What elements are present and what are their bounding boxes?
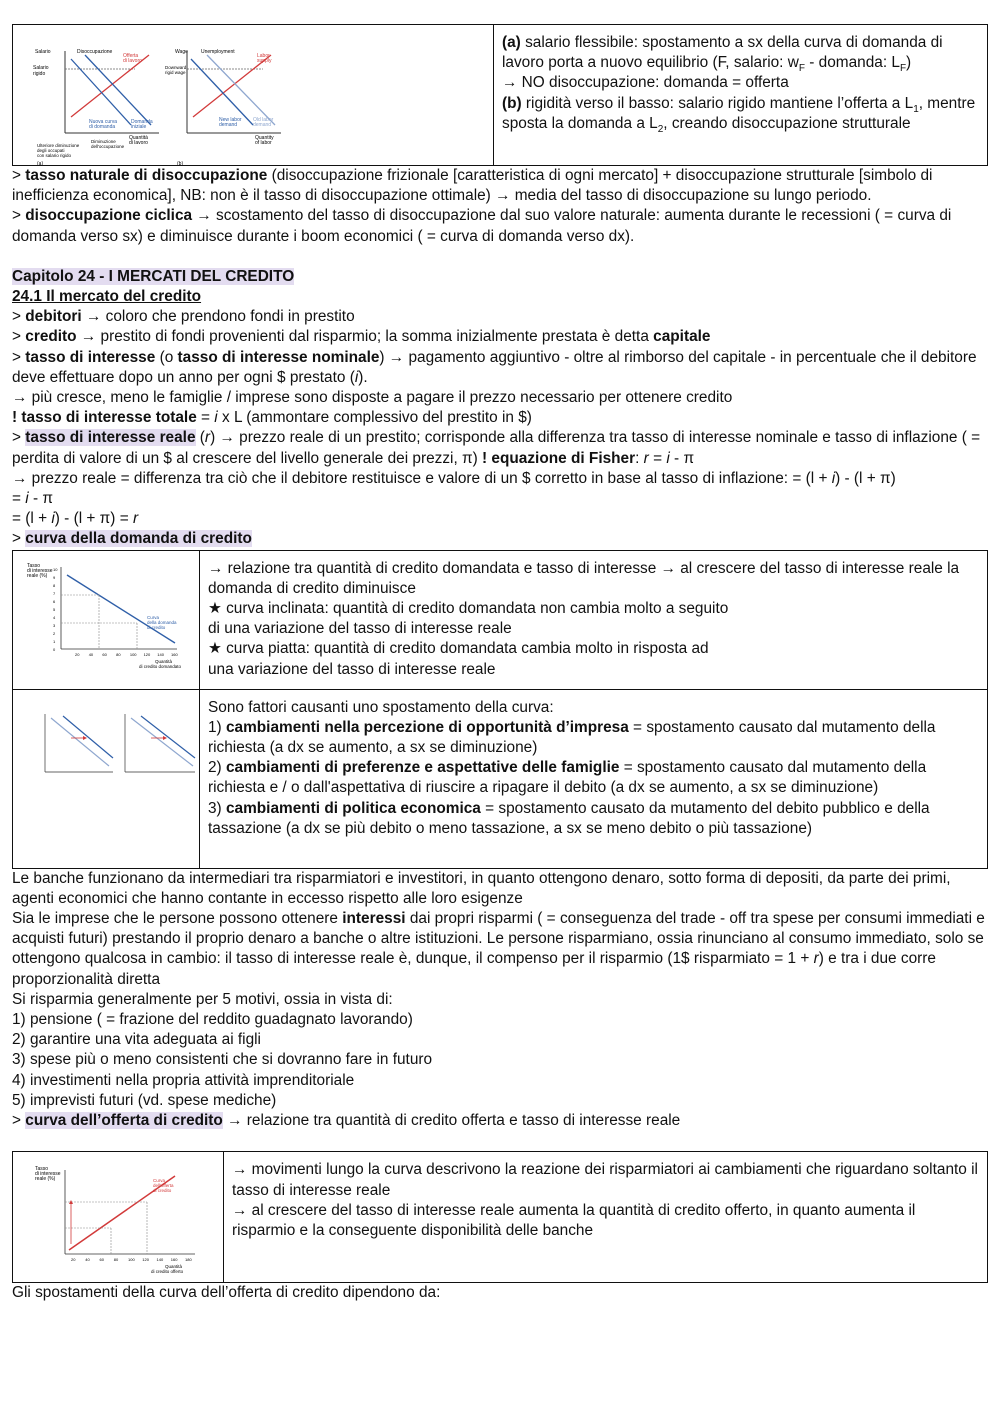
sc-xticks-label: 40 (85, 1257, 90, 1263)
fig-a-note1: Ulteriore diminuzione (37, 143, 80, 148)
demand-curve-diagram (27, 561, 197, 671)
equation-line-3 (12, 509, 988, 529)
fig-a-ylabel: Salario (35, 49, 51, 55)
dc-yticks-label: 6 (53, 598, 56, 604)
sc-xticks-label: 120 (142, 1257, 149, 1263)
demand-curve-figure-cell (13, 550, 200, 689)
f3-pre: 3) (208, 799, 226, 817)
sc-xticks-label: 20 (71, 1257, 76, 1263)
supply-curve-text-cell (224, 1152, 988, 1283)
chapter-title: Capitolo 24 - I MERCATI DEL CREDITO (12, 267, 295, 285)
fisher-colon: : (635, 449, 644, 467)
labor-market-table (12, 24, 988, 166)
labor-market-diagram (31, 45, 291, 165)
case-a-text1: salario flessibile: spostamento a sx della curva di domanda di lavoro porta a nuovo equilibrio (F, salario: w (502, 34, 943, 72)
tr-rest: ) → prezzo reale di un prestito; corrisponde alla differenza tra tasso di interesse nominale e tasso di inflazione ( = perdita di valore di un $ al crescere del livello generale dei prezzi, π) (12, 429, 981, 467)
dc-line1: → relazione tra quantità di credito domandata e tasso di interesse → al crescere del tasso di interesse reale la domanda di credito diminuisce (208, 559, 960, 597)
f2-term: cambiamenti di preferenze e aspettative delle famiglie (225, 759, 620, 777)
shift-factor-2 (208, 758, 979, 798)
fisher-eq: = (648, 449, 667, 467)
fig-a-ylabel2: Salario (33, 65, 49, 71)
pr1-symbol: i (831, 469, 836, 487)
interesse-totale-line (12, 408, 988, 428)
dc-xticks-label: 120 (143, 651, 151, 657)
fig-b-rigid: Downward (165, 65, 187, 70)
supply-curve-figure-cell (13, 1152, 224, 1283)
labor-text-cell (494, 25, 988, 166)
case-b-sub1: 1 (913, 103, 919, 115)
curva-domanda-line (12, 529, 988, 549)
last-line: Gli spostamenti della curva dell’offerta di credito dipendono da: (12, 1284, 441, 1302)
fig-b-supply-curve (193, 55, 271, 117)
pr2-pre: = (12, 490, 26, 508)
dc-yticks-label: 8 (53, 582, 56, 588)
case-b-text1: rigidità verso il basso: salario rigido mantiene l’offerta a L (521, 94, 914, 112)
fig-b-old-demand-label2: demand (253, 122, 272, 128)
fig-a-xlabel: Quantità (129, 135, 148, 141)
debitori-pre: > (12, 308, 26, 326)
fig-b-xlabel: Quantity (255, 135, 274, 141)
case-b-sub2: 2 (657, 123, 664, 135)
ti-pre: > (12, 348, 26, 366)
credito-rest: → prestito di fondi provenienti dal risparmio; la somma inizialmente prestata è detta (76, 328, 654, 346)
sc-xticks-label: 100 (128, 1257, 135, 1263)
interest-paragraph (12, 909, 988, 990)
sc-xticks-label: 180 (185, 1257, 192, 1263)
f2-rest: = spostamento causato dal mutamento della richiesta e / o dall'aspettativa di riuscire a ripagare il debito (a dx se aumento, a sx se diminuzione) (208, 759, 927, 797)
f3-term: cambiamenti di politica economica (225, 799, 481, 817)
sc-xticks-label: 140 (156, 1257, 164, 1263)
debitori-term: debitori (25, 308, 82, 326)
shift-factor-1 (208, 718, 979, 758)
fig-a-xlabel2: di lavoro (129, 140, 148, 146)
dc-curve-label2: della domanda (147, 619, 177, 625)
co-pre: > (12, 1112, 26, 1130)
case-b-text (502, 94, 979, 134)
supply-curve-diagram (35, 1164, 205, 1276)
piu-cresce-line: → più cresce, meno le famiglie / imprese sono disposte a pagare il prezzo necessario per ottenere credito (12, 389, 733, 407)
pr3-mid: ) - (l + π) = (54, 510, 133, 528)
dc-xticks-label: 40 (88, 651, 94, 657)
ti-end: ). (358, 368, 368, 386)
case-a-text (502, 33, 979, 73)
tr-term: tasso di interesse reale (25, 429, 196, 447)
dc-ylabel1: Tasso (27, 562, 41, 569)
pr2-end: - π (28, 490, 53, 508)
tasso-interesse-line (12, 348, 988, 388)
fig-a-supply-curve (71, 55, 149, 117)
dc-line5: una variazione del tasso di interesse reale (208, 660, 496, 678)
sc-line2: → al crescere del tasso di interesse reale aumenta la quantità di credito offerto, in quanto aumenta il risparmio e la conseguente disponibilità delle banche (232, 1201, 916, 1239)
dc-xlabel2: di credito domandato (139, 663, 182, 669)
dc-xticks-label: 20 (75, 651, 80, 657)
motivo-1: 1) pensione ( = frazione del reddito guadagnato lavorando) (12, 1011, 413, 1029)
pr2-symbol: i (25, 490, 29, 508)
dc-yticks-label: 5 (53, 606, 56, 612)
fig-b-old-demand-label: Old labor (253, 117, 274, 123)
dc-yticks-label: 9 (53, 574, 56, 580)
pr3-symbol: i (51, 510, 55, 528)
fig-b-old-demand-curve (207, 55, 275, 125)
sc-xlabel2: di credito offerto (151, 1269, 184, 1275)
tr-pre: > (12, 429, 26, 447)
fig-a-new-demand-label: Nuova curva (89, 119, 118, 125)
p2-rest: → scostamento del tasso di disoccupazione dal suo valore naturale: aumenta durante le recessioni ( = curva di domanda verso sx) e diminuisce durante i boom economici ( = curva di domanda verso dx). (12, 207, 952, 245)
section-title: 24.1 Il mercato del credito (12, 288, 202, 306)
credito-term: credito (25, 328, 77, 346)
demand-shift-diagram (29, 708, 199, 788)
sc-ylabel3: reale (%) (35, 1176, 56, 1183)
credit-supply-table (12, 1151, 988, 1283)
dc-yticks-label: 2 (53, 630, 56, 636)
dc-xticks-label: 80 (116, 651, 121, 657)
case-b-text2: , mentre sposta la domanda a L (502, 94, 976, 132)
fisher-r: r (643, 449, 649, 467)
fig-a-demand-label: Domanda (131, 119, 153, 125)
tot-term: ! tasso di interesse totale (12, 409, 197, 427)
sc-xticks-label: 160 (170, 1257, 178, 1263)
p4-r: r (813, 950, 819, 968)
fisher-term: ! equazione di Fisher (482, 449, 636, 467)
shift-b-old-curve (131, 718, 193, 766)
p4-term: interessi (342, 910, 406, 928)
dc-yticks-label: 10 (53, 566, 58, 572)
shift-intro: Sono fattori causanti uno spostamento della curva: (208, 698, 554, 716)
debitori-rest: → coloro che prendono fondi in prestito (81, 308, 355, 326)
pr3-pre: = (l + (12, 510, 52, 528)
shift-factor-3 (208, 799, 979, 839)
shift-a-old-curve (51, 718, 109, 766)
fisher-i: i (666, 449, 670, 467)
dc-line4: ★ curva piatta: quantità di credito domandata cambia molto in risposta ad (208, 640, 709, 658)
tot-symbol: i (214, 409, 218, 427)
motivo-4: 4) investimenti nella propria attività imprenditoriale (12, 1071, 355, 1089)
shift-a-new-curve (63, 716, 113, 758)
fig-a-ylabel3: rigido (33, 71, 46, 77)
demand-curve-text-cell (200, 550, 988, 689)
sc-curve-label1: Curva (153, 1178, 166, 1184)
ti-term2: tasso di interesse nominale (177, 348, 380, 366)
dc-xticks-label: 60 (102, 651, 107, 657)
shift-figure-cell (13, 689, 200, 868)
shift-b-new-curve (141, 716, 195, 758)
tr-mid: ( (195, 429, 205, 447)
f1-term: cambiamenti nella percezione di opportunità d’impresa (225, 718, 629, 736)
fig-a-demand-curve (85, 55, 151, 125)
ti-symbol: i (354, 368, 359, 386)
cyclical-unemployment-paragraph (12, 206, 988, 246)
case-a-text2: - domanda: L (804, 54, 900, 72)
dc-xticks-label: 140 (157, 651, 164, 657)
f1-pre: 1) (208, 718, 226, 736)
fig-a-tag: (a) (37, 161, 44, 165)
motivo-3: 3) spese più o meno consistenti che si dovranno fare in futuro (12, 1051, 433, 1069)
labor-figure-cell (13, 25, 494, 166)
ti-term: tasso di interesse (25, 348, 156, 366)
fig-b-supply-label: Labor (257, 53, 270, 59)
dc-curve-label1: Curva (147, 614, 160, 620)
fig-b-supply-label2: supply (257, 58, 272, 64)
fig-b-tag: (b) (177, 161, 184, 165)
fig-b-new-demand-label2: demand (219, 122, 238, 128)
dc-yticks-label: 0 (53, 646, 56, 652)
dc-line3: di una variazione del tasso di interesse reale (208, 620, 512, 638)
p4-a: Sia le imprese che le persone possono ottenere (12, 910, 343, 928)
co-rest: → relazione tra quantità di credito offerta e tasso di interesse reale (222, 1112, 681, 1130)
fig-b-new-demand-label: New labor (219, 117, 242, 123)
equation-line-2 (12, 489, 988, 509)
cd-term: curva della domanda di credito (25, 530, 252, 548)
tr-symbol: r (204, 429, 211, 447)
fig-a-demand-label2: iniziale (131, 124, 147, 130)
dc-yticks-label: 7 (53, 590, 56, 596)
fig-b-rigid2: rigid wage (165, 70, 186, 75)
capitale-term: capitale (653, 328, 711, 346)
dc-ylabel2: di interesse (27, 567, 53, 574)
p2-term: disoccupazione ciclica (25, 207, 193, 225)
pr1-end: ) - (l + π) (835, 469, 896, 487)
fig-a-note3: con salario rigido (37, 153, 72, 158)
case-a-conclusion: → NO disoccupazione: domanda = offerta (502, 74, 789, 92)
p4-d: ) e tra i due corre proporzionalità diretta (12, 950, 936, 988)
co-term: curva dell’offerta di credito (25, 1112, 223, 1130)
p1-term: tasso naturale di disoccupazione (25, 167, 268, 184)
case-a-text3: ) (906, 54, 912, 72)
sc-curve-label2: dell'offerta (153, 1183, 174, 1189)
banks-paragraph: Le banche funzionano da intermediari tra risparmiatori e investitori, in quanto ottengono denaro, sotto forma di depositi, da parte dei primi, agenti economici che hanno contante in eccesso rispetto alle loro esigenze (12, 869, 951, 907)
dc-line2: ★ curva inclinata: quantità di credito domandata non cambia molto a seguito (208, 600, 729, 618)
dc-yticks-label: 3 (53, 622, 56, 628)
motivo-2: 2) garantire una vita adeguata ai figli (12, 1031, 261, 1049)
sc-xticks-label: 60 (99, 1257, 104, 1263)
fig-a-supply-label2: di lavoro (123, 58, 142, 64)
sc-ylabel2: di interesse (35, 1171, 61, 1178)
pr1-text: → prezzo reale = differenza tra ciò che il debitore restituisce e valore di un $ corretto in base al tasso di inflazione: = (l + (12, 469, 832, 487)
dc-ylabel3: reale (%) (27, 572, 48, 579)
case-a-sub1: F (798, 63, 805, 75)
sc-xticks-label: 80 (113, 1257, 119, 1263)
natural-unemployment-paragraph (12, 166, 988, 206)
dc-xlabel1: Quantità (155, 658, 173, 664)
fig-a-note2: degli occupati (37, 148, 65, 153)
case-a-label: (a) (502, 34, 521, 51)
case-b-label: (b) (502, 94, 522, 112)
p1-rest: (disoccupazione frizionale [caratteristica di ogni mercato] + disoccupazione strutturale [simbolo di inefficienza economica], NB: non è il tasso di disoccupazione ottimale) → media del tasso di disoccupazione su lungo periodo. (12, 167, 933, 205)
shift-factors-text-cell (200, 689, 988, 868)
p1-pre: > (12, 167, 26, 184)
dc-demand-curve (67, 575, 175, 643)
case-a-sub2: F (899, 63, 907, 75)
sc-curve-label3: di credito (153, 1188, 172, 1194)
case-b-text3: , creando disoccupazione strutturale (663, 114, 911, 132)
f2-pre: 2) (208, 759, 226, 777)
ti-rest: ) → pagamento aggiuntivo - oltre al rimborso del capitale - in percentuale che il debitore deve effettuare dopo un anno per ogni $ prestato ( (12, 348, 977, 386)
p2-pre: > (12, 207, 26, 225)
sc-xlabel1: Quantità (165, 1264, 183, 1270)
dc-curve-label3: di credito (147, 624, 166, 630)
motivo-5: 5) imprevisti futuri (vd. spese mediche) (12, 1091, 277, 1109)
fig-b-ylabel: Wage (175, 49, 188, 55)
sc-ylabel1: Tasso (35, 1166, 49, 1173)
p4-c: dai propri risparmi ( = conseguenza del trade - off tra spese per consumi immediati e acquisti futuri) prestando il proprio denaro a banche o altre istituzioni. Le persone risparmiano, ossia rinunciano al consumo immediato, solo se ottengono qualcosa in cambio: il tasso di interesse reale è, dunque, il compenso per il risparmio (1$ risparmiato = 1 + (12, 910, 985, 968)
debitori-line (12, 307, 988, 327)
credit-demand-table (12, 550, 988, 869)
dc-xticks-label: 160 (171, 651, 178, 657)
fig-a-new-demand-label2: di domanda (89, 124, 116, 130)
f3-rest: = spostamento causato da mutamento del debito pubblico e della tassazione (a dx se più debito o meno tassazione, a sx se meno debito o più tassazione) (208, 799, 930, 837)
credito-line (12, 327, 988, 347)
curva-offerta-line (12, 1111, 988, 1131)
fisher-end: - π (669, 449, 695, 467)
dc-yticks-label: 4 (53, 614, 56, 620)
fig-a-note4: Diminuzione (91, 139, 116, 144)
tot-mid: = (196, 409, 215, 427)
sc-line1: → movimenti lungo la curva descrivono la reazione dei risparmiatori ai cambiamenti che riguardano soltanto il tasso di interesse reale (232, 1161, 978, 1199)
ti-mid: (o (155, 348, 178, 366)
prezzo-reale-line (12, 469, 988, 489)
fig-a-title: Disoccupazione (77, 49, 113, 55)
motivi-intro: Si risparmia generalmente per 5 motivi, ossia in vista di: (12, 990, 393, 1008)
document-page (12, 24, 988, 1304)
tasso-reale-line (12, 428, 988, 468)
credito-pre: > (12, 328, 26, 346)
dc-xticks-label: 100 (129, 651, 137, 657)
fig-b-title: Unemployment (201, 49, 235, 55)
fig-a-supply-label: Offerta (123, 53, 139, 59)
tot-rest: x L (ammontare complessivo del prestito in $) (217, 409, 532, 427)
fig-a-note5: dell'occupazione (91, 144, 125, 149)
cd-pre: > (12, 530, 26, 548)
dc-yticks-label: 1 (53, 638, 56, 644)
f1-rest: = spostamento causato dal mutamento della richiesta (a dx se aumento, a sx se diminuzione) (208, 718, 936, 757)
fig-b-xlabel2: of labor (255, 140, 272, 146)
pr3-r: r (132, 510, 139, 528)
